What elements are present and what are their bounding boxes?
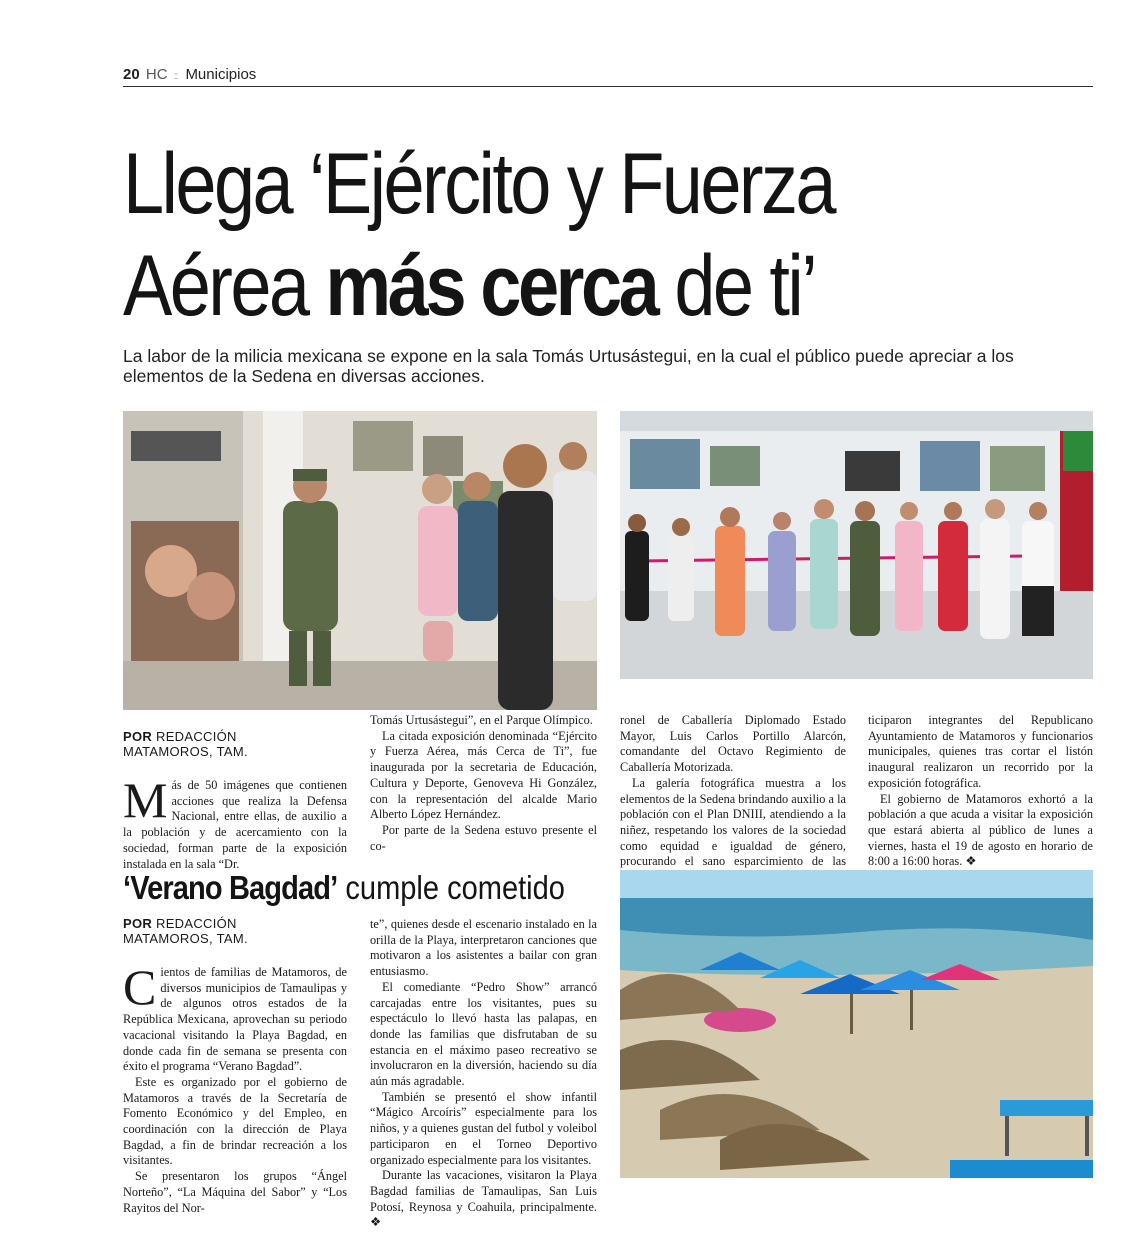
paragraph: ticiparon integrantes del Republicano Ayuntamiento de Matamoros y funcionarios municipales, quienes tras cortar el listón inaugural realizaron un recorrido por la exposición fotográfica.	[868, 713, 1093, 790]
paragraph: El comediante “Pedro Show” arrancó carcajadas entre los visitantes, pues su espectáculo lo llevó hasta las palapas, en donde las familias que disfrutaban de su estancia en el máximo paseo recreativo se involucraron en la diversión, haciendo su día aún más agradable.	[370, 979, 597, 1089]
paragraph: Por parte de la Sedena estuvo presente el co-	[370, 822, 597, 853]
article2-title	[123, 868, 565, 908]
section-separator: ::	[173, 71, 178, 82]
article1-column-2	[370, 713, 597, 854]
headline-part: Aérea	[123, 238, 326, 334]
section-name: Municipios	[185, 66, 257, 83]
dropcap: M	[123, 772, 168, 828]
byline-name: REDACCIÓN	[156, 729, 237, 744]
byline-name: REDACCIÓN	[156, 916, 237, 931]
article2-byline	[123, 916, 248, 946]
paragraph: Durante las vacaciones, visitaron la Playa Bagdad familias de Tamaulipas, San Luis Potosí, Reynosa y Coahuila, principalmente. ❖	[370, 1168, 597, 1230]
paragraph: te”, quienes desde el escenario instalado en la orilla de la Playa, interpretaron canciones que motivaron a los asistentes a bailar con gran entusiasmo.	[370, 917, 597, 979]
photo-soldier-visitors	[123, 411, 597, 710]
photo-ribbon-cutting-illustration	[620, 411, 1093, 679]
photo-beach-illustration	[620, 870, 1093, 1178]
header-rule	[123, 86, 1093, 87]
article2-title-bold: ‘Verano Bagdad’	[123, 869, 338, 906]
paragraph: La citada exposición denominada “Ejército y Fuerza Aérea, más Cerca de Ti”, fue inaugurada por la secretaria de Educación, Cultura y Deporte, Genoveva Hi González, con la representación del alcalde Mario Alberto López Hernández.	[370, 728, 597, 822]
headline-part: de ti’	[656, 238, 816, 334]
paragraph: También se presentó el show infantil “Mágico Arcoíris” especialmente para los niños, y a quienes gustan del futbol y voleibol participaron en el Torneo Deportivo organizado especialmente para los visitantes.	[370, 1089, 597, 1167]
paragraph: Este es organizado por el gobierno de Matamoros a través de la Secretaría de Fomento Económico y del Empleo, en coordinación con la dirección de Playa Bagdad, a fin de brindar recreación a los visitantes.	[123, 1074, 347, 1168]
page-folio	[123, 66, 256, 83]
photo-soldier-visitors-illustration	[123, 411, 597, 710]
paragraph: ronel de Caballería Diplomado Estado Mayor, Luis Carlos Portillo Alarcón, comandante del Octavo Regimiento de Caballería Motorizada.	[620, 713, 846, 775]
brand-logo: HC	[145, 66, 168, 83]
page-number: 20	[123, 66, 140, 83]
paragraph: ás de 50 imágenes que contienen acciones que realiza la Defensa Nacional, entre ellas, de auxilio a la población y de acercamiento con la sociedad, forman parte de la exposición instalada en la sala “Dr.	[123, 778, 347, 871]
photo-beach	[620, 870, 1093, 1178]
paragraph: ientos de familias de Matamoros, de diversos municipios de Tamaulipas y de algunos otros estados de la República Mexicana, aprovechan su periodo vacacional visitando la Playa Bagdad, en donde cada fin de semana se presenta con éxito el programa “Verano Bagdad”.	[123, 965, 347, 1074]
dropcap: C	[123, 959, 157, 1015]
article2-title-rest: cumple cometido	[337, 869, 565, 906]
paragraph: Tomás Urtusástegui”, en el Parque Olímpico.	[370, 713, 593, 727]
paragraph: La galería fotográfica muestra a los elementos de la Sedena brindando auxilio a la población con el Plan DNIII, atendiendo a la niñez, respetando los valores de la sociedad como equidad e igualdad de género, procurando el sano esparcimiento de las	[620, 775, 846, 869]
headline-bold: más cerca	[325, 238, 657, 334]
byline-place: MATAMOROS, TAM.	[123, 744, 248, 759]
byline-place: MATAMOROS, TAM.	[123, 931, 248, 946]
byline-por: POR	[123, 729, 153, 744]
article2-column-2	[370, 917, 597, 1231]
deck-subtitle: La labor de la milicia mexicana se expone en la sala Tomás Urtusástegui, en la cual el público puede apreciar a los elementos de la Sedena en diversas acciones.	[123, 346, 1014, 386]
paragraph: Se presentaron los grupos “Ángel Norteño”, “La Máquina del Sabor” y “Los Rayitos del Nor-	[123, 1169, 347, 1215]
article2-column-1	[123, 959, 347, 1216]
paragraph: El gobierno de Matamoros exhortó a la población a que acuda a visitar la exposición que estará abierta al público de lunes a viernes, hasta el 19 de agosto en horario de 8:00 a 16:00 horas. ❖	[868, 791, 1093, 869]
byline-por: POR	[123, 916, 153, 931]
article1-column-4	[868, 713, 1093, 870]
article1-column-1	[123, 772, 347, 872]
headline-line-2	[123, 240, 815, 332]
photo-ribbon-cutting	[620, 411, 1093, 679]
headline-line-1: Llega ‘Ejército y Fuerza	[123, 136, 834, 232]
article1-byline	[123, 729, 248, 759]
